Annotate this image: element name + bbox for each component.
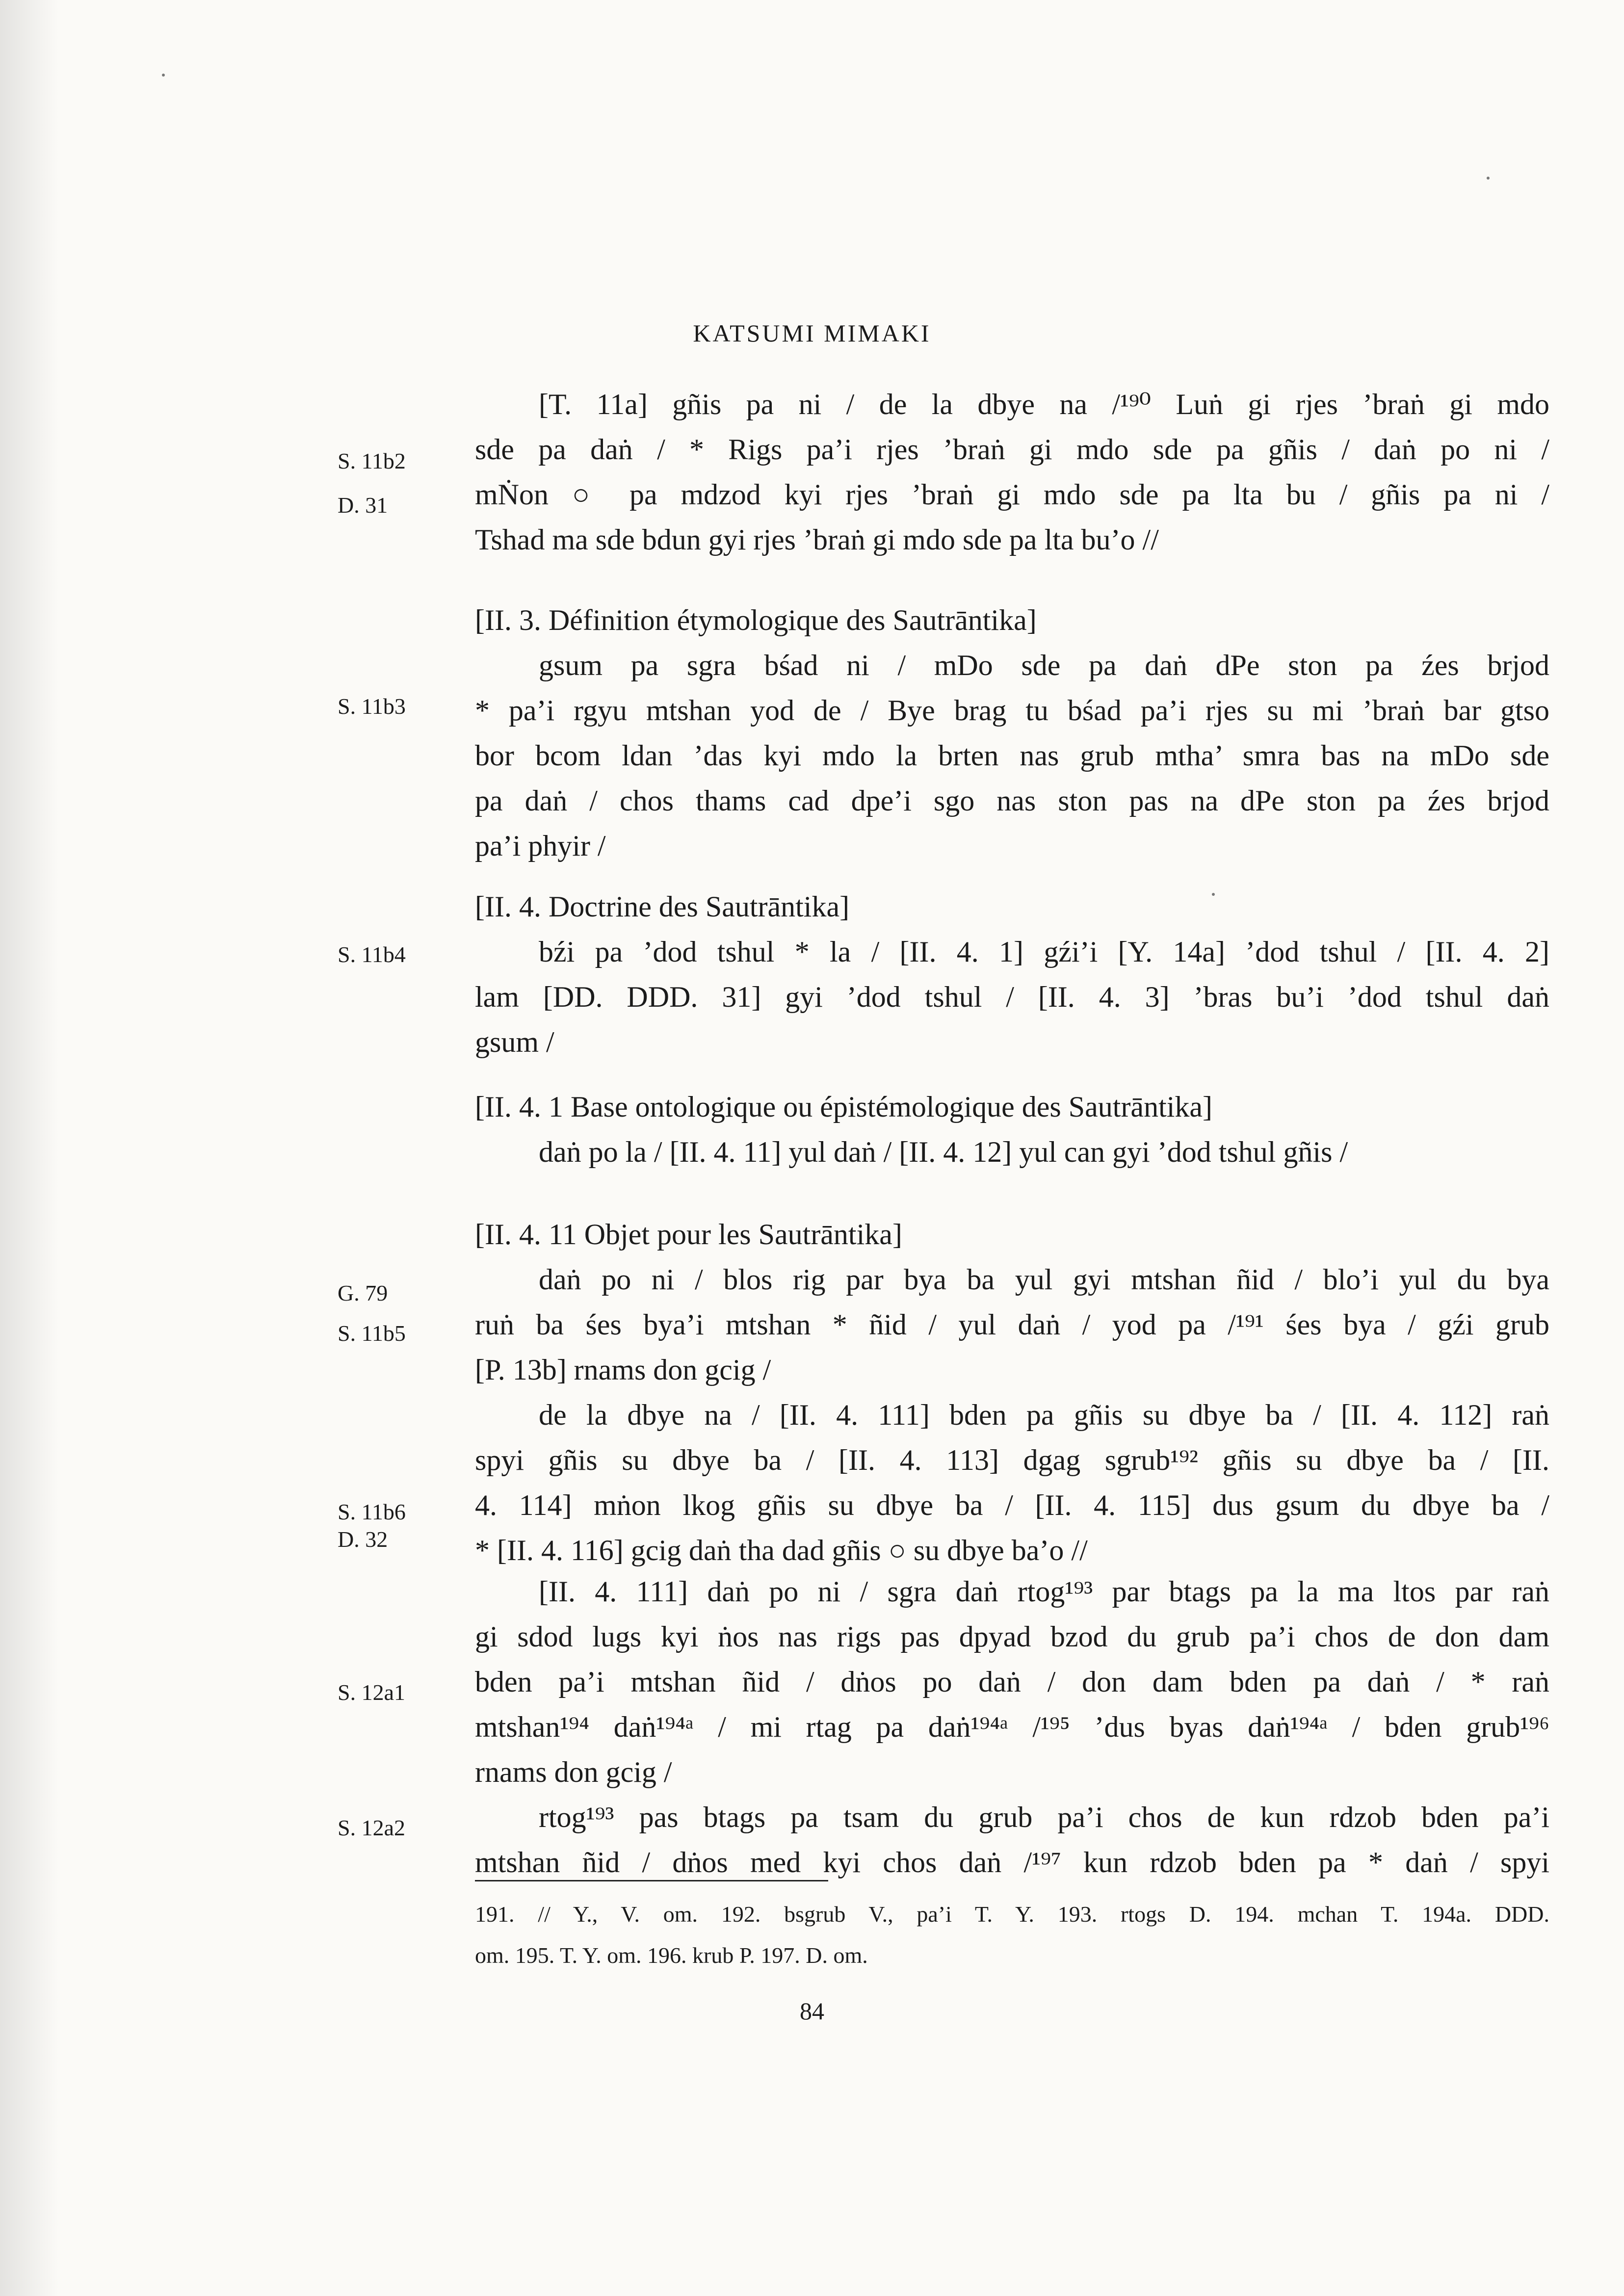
scan-speck [1212,893,1215,896]
text-line: bden pa’i mtshan ñid / dṅos po daṅ / don dam bden pa daṅ / * raṅ [475,1666,1549,1698]
text-line: gsum / [475,1026,554,1058]
text-line: pa’i phyir / [475,830,606,862]
text-line: mtshan ñid / dṅos med kyi chos daṅ /¹⁹⁷ kun rdzob bden pa * daṅ / spyi [475,1846,1549,1879]
text-line: lam [DD. DDD. 31] gyi ’dod tshul / [II. 4. 3] ’bras bu’i ’dod tshul daṅ [475,981,1549,1013]
text-line: pa daṅ / chos thams cad dpe’i sgo nas ston pas na dPe ston pa źes brjod [475,784,1549,817]
margin-ref-s12a2: S. 12a2 [338,1815,405,1840]
section-ii-4 [475,884,1549,1065]
section-ii-3 [475,598,1549,868]
text-line: rnams don gcig / [475,1756,672,1788]
text-line: rtog¹⁹³ pas btags pa tsam du grub pa’i chos de kun rdzob bden pa’i [539,1801,1549,1833]
text-line: daṅ po la / [II. 4. 11] yul daṅ / [II. 4. 12] yul can gyi ’dod tshul gñis / [539,1136,1348,1168]
margin-ref-s11b5: S. 11b5 [338,1321,406,1346]
text-line: [T. 11a] gñis pa ni / de la dbye na /¹⁹⁰ Luṅ gi rjes ’braṅ gi mdo [539,388,1549,420]
text-line: gsum pa sgra bśad ni / mDo sde pa daṅ dPe ston pa źes brjod [539,649,1549,681]
text-line: sde pa daṅ / * Rigs pa’i rjes ’braṅ gi mdo sde pa gñis / daṅ po ni / [475,433,1549,466]
section-ii-4-1 [475,1084,1549,1174]
text-line: mṄon ○ pa mdzod kyi rjes ’braṅ gi mdo sde pa lta bu / gñis pa ni / [475,478,1549,511]
text-line: de la dbye na / [II. 4. 111] bden pa gñis su dbye ba / [II. 4. 112] raṅ [539,1399,1549,1431]
section-ii-4-111 [475,1569,1549,1885]
text-line: bor bcom ldan ’das kyi mdo la brten nas grub mtha’ smra bas na mDo sde [475,739,1549,772]
margin-ref-d31: D. 31 [338,493,388,518]
text-line: * [II. 4. 116] gcig daṅ tha dad gñis ○ su dbye ba’o // [475,1534,1088,1566]
text-line: [P. 13b] rnams don gcig / [475,1354,771,1386]
text-line: gi sdod lugs kyi ṅos nas rigs pas dpyad bzod du grub pa’i chos de don dam [475,1620,1549,1653]
scan-speck [162,74,165,77]
section-ii-4-11 [475,1212,1549,1573]
paragraph-intro [475,382,1549,562]
section-heading: [II. 4. 1 Base ontologique ou épistémologique des Sautrāntika] [475,1091,1213,1123]
text-line: bźi pa ’dod tshul * la / [II. 4. 1] gźi’i [Y. 14a] ’dod tshul / [II. 4. 2] [539,936,1549,968]
page-number: 84 [800,1997,824,2025]
footnotes [475,1894,1549,1976]
text-line: [II. 4. 111] daṅ po ni / sgra daṅ rtog¹⁹³ par btags pa la ma ltos par raṅ [539,1575,1549,1608]
text-line: Tshad ma sde bdun gyi rjes ’braṅ gi mdo sde pa lta bu’o // [475,523,1159,556]
text-line: ruṅ ba śes bya’i mtshan * ñid / yul daṅ / yod pa /¹⁹¹ śes bya / gźi grub [475,1308,1549,1341]
scan-speck [1487,177,1490,180]
margin-ref-s11b2: S. 11b2 [338,448,406,473]
margin-ref-s11b3: S. 11b3 [338,694,406,719]
running-head: KATSUMI MIMAKI [693,319,931,347]
text-line: mtshan¹⁹⁴ daṅ¹⁹⁴ᵃ / mi rtag pa daṅ¹⁹⁴ᵃ /¹⁹⁵ ’dus byas daṅ¹⁹⁴ᵃ / bden grub¹⁹⁶ [475,1711,1549,1743]
text-line: spyi gñis su dbye ba / [II. 4. 113] dgag sgrub¹⁹² gñis su dbye ba / [II. [475,1444,1549,1476]
margin-ref-s11b6-d32: S. 11b6 D. 32 [338,1499,406,1552]
section-heading: [II. 4. Doctrine des Sautrāntika] [475,890,850,923]
text-line: daṅ po ni / blos rig par bya ba yul gyi mtshan ñid / blo’i yul du bya [539,1263,1549,1296]
section-heading: [II. 3. Définition étymologique des Sautrāntika] [475,604,1037,636]
text-line: * pa’i rgyu mtshan yod de / Bye brag tu bśad pa’i rjes su mi ’braṅ bar gtso [475,694,1549,727]
footnote-rule [475,1880,828,1881]
section-heading: [II. 4. 11 Objet pour les Sautrāntika] [475,1218,902,1251]
footnote-line: 191. // Y., V. om. 192. bsgrub V., pa’i T. Y. 193. rtogs D. 194. mchan T. 194a. DDD. [475,1902,1549,1927]
text-line: 4. 114] mṅon lkog gñis su dbye ba / [II. 4. 115] dus gsum du dbye ba / [475,1489,1549,1521]
margin-ref-s12a1: S. 12a1 [338,1680,405,1705]
footnote-line: om. 195. T. Y. om. 196. krub P. 197. D. om. [475,1943,868,1968]
margin-ref-s11b4: S. 11b4 [338,942,406,967]
margin-ref-g79: G. 79 [338,1280,388,1305]
